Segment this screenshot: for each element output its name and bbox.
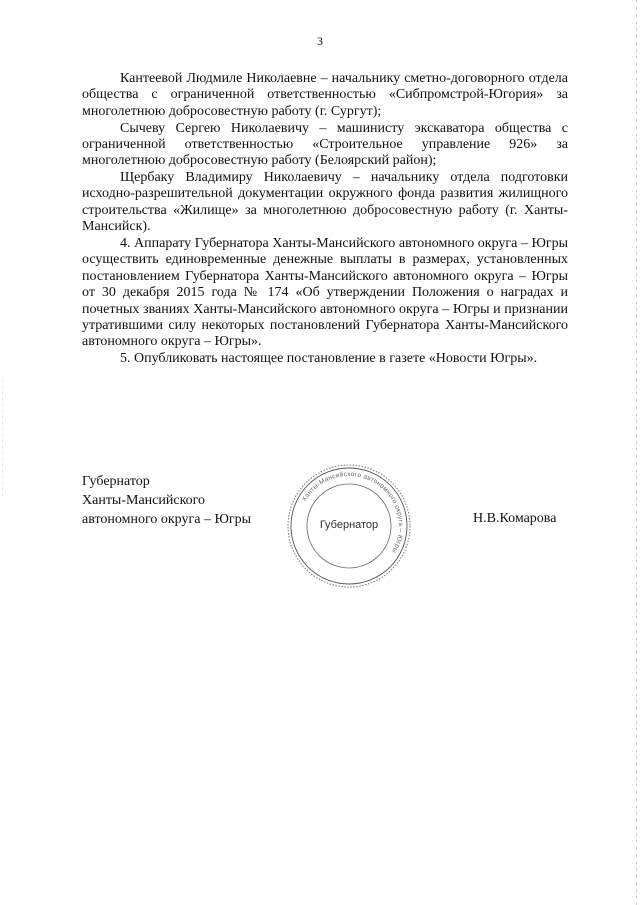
signatory-position-line-1: Губернатор <box>82 474 150 489</box>
seal-center-text: Губернатор <box>319 519 379 531</box>
document-body <box>82 71 568 368</box>
signatory-position <box>82 472 251 529</box>
paragraph-shcherbak: Щербаку Владимиру Николаевичу – начальнику отдела подготовки исходно-разрешительной документации окружного фонда развития жилищного строительства «Жилище» за многолетнюю добросовестную работу (г. Ханты-Мансийск). <box>82 170 568 235</box>
page-number: 3 <box>317 34 323 48</box>
official-seal <box>285 462 413 590</box>
paragraph-item-4: 4. Аппарату Губернатора Ханты-Мансийского автономного округа – Югры осуществить единовременные денежные выплаты в размерах, установленных постановлением Губернатора Ханты-Мансийского автономного округа – Югры от 30 декабря 2015 года № 174 «Об утверждении Положения о наградах и почетных званиях Ханты-Мансийского автономного округа – Югры и признании утратившими силу некоторых постановлений Губернатора Ханты-Мансийского автономного округа – Югры». <box>82 235 568 350</box>
paragraph-item-5: 5. Опубликовать настоящее постановление в газете «Новости Югры». <box>120 351 538 367</box>
signatory-position-line-2: Ханты-Мансийского <box>82 493 206 508</box>
paragraph-sychev: Сычеву Сергею Николаевичу – машинисту экскаватора общества с ограниченной ответственностью «Строительное управление 926» за многолетнюю добросовестную работу (Белоярский район); <box>82 120 568 169</box>
scan-edge-right <box>636 0 637 905</box>
signatory-position-line-3: автономного округа – Югры <box>82 512 251 527</box>
seal-ring-text: Ханты-Мансийского автономного округа – Югры <box>300 470 405 555</box>
paragraph-kanteeva: Кантеевой Людмиле Николаевне – начальнику сметно-договорного отдела общества с ограниченной ответственностью «Сибпромстрой-Югория» за многолетнюю добросовестную работу (г. Сургут); <box>82 71 568 119</box>
scan-edge-left <box>2 380 3 500</box>
signatory-name: Н.В.Комарова <box>473 511 557 526</box>
